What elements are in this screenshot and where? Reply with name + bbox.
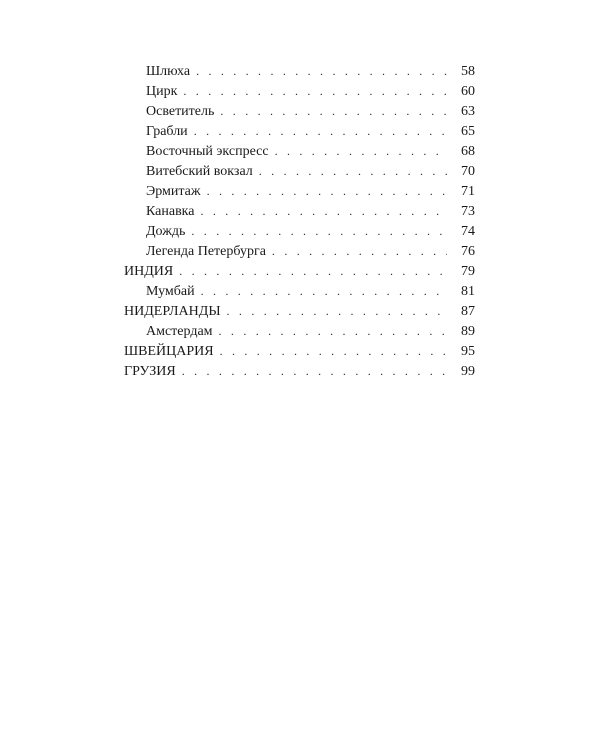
toc-entry-page-number: 89 [461,324,475,339]
toc-section-row [124,101,475,121]
dot-leader [220,101,447,121]
toc-entry-title: ГРУЗИЯ [124,364,176,379]
toc-section-row [124,181,475,201]
toc-entry-page-number: 60 [461,84,475,99]
toc-section-row [124,61,475,81]
toc-chapter-row [124,261,475,281]
toc-entry-title: ШВЕЙЦАРИЯ [124,344,214,359]
dot-leader [207,181,447,201]
dot-leader [194,121,447,141]
toc-entry-title: Шлюха [146,64,191,79]
toc-entry-page-number: 65 [461,124,475,139]
toc-entry-title: Эрмитаж [146,184,201,199]
dot-leader [191,221,447,241]
toc-section-row [124,201,475,221]
toc-entry-title: Восточный экспресс [146,144,269,159]
toc-section-row [124,161,475,181]
toc-section-row [124,241,475,261]
toc-section-row [124,81,475,101]
toc-entry-page-number: 74 [461,224,475,239]
dot-leader [183,81,447,101]
toc-entry-title: Дождь [146,224,186,239]
toc-entry-page-number: 58 [461,64,475,79]
toc-section-row [124,221,475,241]
toc-entry-page-number: 79 [461,264,475,279]
toc-entry-page-number: 73 [461,204,475,219]
toc-section-row [124,281,475,301]
toc-chapter-row [124,301,475,321]
toc-entry-title: Витебский вокзал [146,164,253,179]
dot-leader [220,341,447,361]
dot-leader [275,141,447,161]
dot-leader [196,61,447,81]
toc-entry-page-number: 95 [461,344,475,359]
dot-leader [201,201,448,221]
toc-entry-title: Канавка [146,204,195,219]
toc-section-row [124,121,475,141]
toc-entry-title: Легенда Петербурга [146,244,266,259]
dot-leader [219,321,447,341]
toc-chapter-row [124,361,475,381]
toc-entry-title: Амстердам [146,324,213,339]
dot-leader [259,161,447,181]
toc-chapter-row [124,341,475,361]
dot-leader [179,261,447,281]
toc-entry-page-number: 71 [461,184,475,199]
toc-entry-page-number: 81 [461,284,475,299]
toc-entry-page-number: 68 [461,144,475,159]
toc-entry-page-number: 99 [461,364,475,379]
toc-entry-page-number: 87 [461,304,475,319]
dot-leader [272,241,447,261]
toc-entry-page-number: 70 [461,164,475,179]
dot-leader [201,281,447,301]
table-of-contents [124,61,475,381]
dot-leader [227,301,447,321]
toc-entry-title: НИДЕРЛАНДЫ [124,304,221,319]
toc-entry-page-number: 76 [461,244,475,259]
toc-entry-title: Грабли [146,124,188,139]
toc-entry-page-number: 63 [461,104,475,119]
toc-entry-title: Цирк [146,84,178,99]
toc-section-row [124,141,475,161]
toc-entry-title: Мумбай [146,284,195,299]
toc-section-row [124,321,475,341]
dot-leader [182,361,447,381]
toc-entry-title: Осветитель [146,104,215,119]
toc-entry-title: ИНДИЯ [124,264,174,279]
